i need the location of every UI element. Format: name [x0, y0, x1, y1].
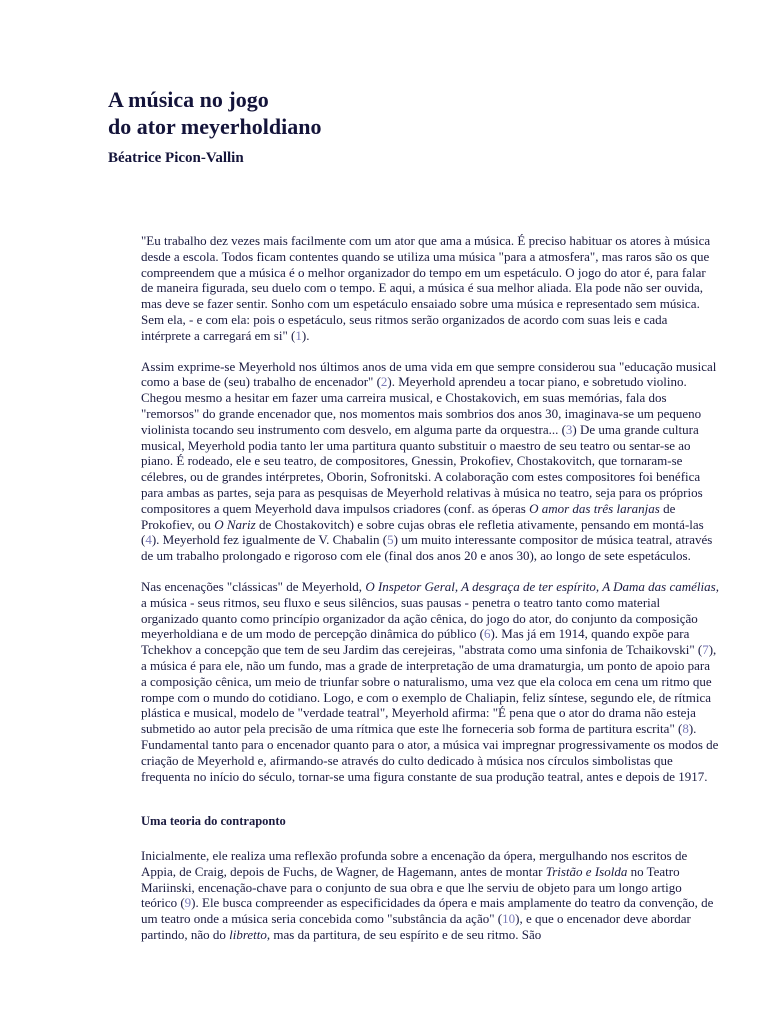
quote-paragraph: "Eu trabalho dez vezes mais facilmente com um ator que ama a música. É preciso habituar os atores à música desde a escola. Todos ficam contentes quando se utiliza uma música "para a atmosfera", mas raros são os que compreendem que a música é o melhor organizador do tempo em um espetáculo. O jogo do ator é, para falar de maneira figurada, seu duelo com o tempo. E aqui, a música é sua melhor aliada. Ela pode não ser ouvida, mas deve se fazer sentir. Sonho com um espetáculo ensaiado sobre uma música e representado sem música. Sem ela, - e com ela: pois o espetáculo, seus ritmos serão organizados de acordo com suas leis e cada intérprete a carregará em si" (1).: [141, 233, 711, 343]
paragraph-3: Nas encenações "clássicas" de Meyerhold, O Inspetor Geral, A desgraça de ter espírito, A Dama das camélias, a música - seus ritmos, seu fluxo e seus silêncios, suas pausas - penetra o teatro tanto como material organizado quanto como princípio organizador da ação cênica, do jogo do ator, do conjunto da composição meyerholdiana e de um modo de percepção dinâmica do público (6). Mas já em 1914, quando expõe para Tchekhov a concepção que tem de seu Jardim das cerejeiras, "abstrata como uma sinfonia de Tchaikovski" (7), a música é para ele, não um fundo, mas a grade de interpretação de uma dramaturgia, um ponto de apoio para a composição cênica, um meio de triunfar sobre o naturalismo, uma vez que ela coloca em cena um ritmo que rompe com o mundo do cotidiano. Logo, e com o exemplo de Chaliapin, feliz síntese, segundo ele, de rítmica plástica e musical, modelo de "verdade teatral", Meyerhold afirma: "É pena que o ator do drama não esteja submetido ao autor pela precisão de uma rítmica que este lhe forneceria sob forma de partitura escrita" (8). Fundamental tanto para o encenador quanto para o ator, a música vai impregnar progressivamente os modos de criação de Meyerhold e, afirmando-se através do culto dedicado à música nos círculos simbolistas que frequenta no início do século, tornar-se uma figura constante de sua produção teatral, antes e depois de 1917.: [141, 578, 719, 784]
article-body: [141, 233, 719, 958]
footnote-link-4[interactable]: 4: [145, 532, 152, 548]
title-line-1: A música no jogo: [108, 87, 269, 112]
footnote-link-6[interactable]: 6: [483, 626, 491, 642]
footnote-link-5[interactable]: 5: [387, 532, 394, 548]
paragraph-4: Inicialmente, ele realiza uma reflexão profunda sobre a encenação da ópera, mergulhando nos escritos de Appia, de Craig, depois de Fuchs, de Wagner, de Hagemann, antes de montar Tristão e Isolda no Teatro Mariinski, encenação-chave para o conjunto de sua obra e que lhe serviu de objeto para um longo artigo teórico (9). Ele busca compreender as especificidades da ópera e mais amplamente do teatro da convenção, de um teatro onde a música seria concebida como "substância da ação" (10), e que o encenador deve abordar partindo, não do libretto, mas da partitura, de seu espírito e de seu ritmo. São: [141, 848, 714, 943]
footnote-link-9[interactable]: 9: [184, 895, 192, 911]
footnote-link-7[interactable]: 7: [702, 642, 709, 658]
footnote-link-8[interactable]: 8: [682, 721, 689, 737]
paragraph-2: Assim exprime-se Meyerhold nos últimos anos de uma vida em que sempre considerou sua "educação musical como a base de (seu) trabalho de encenador" (2). Meyerhold aprendeu a tocar piano, e sobretudo violino. Chegou mesmo a hesitar em fazer uma carreira musical, e Chostakovich, em suas memórias, fala dos "remorsos" do grande encenador que, nos momentos mais sombrios dos anos 30, imaginava-se um pequeno violinista tocando seu instrumento com desvelo, em alguma parte da orquestra... (3) De uma grande cultura musical, Meyerhold podia tanto ler uma partitura quanto substituir o maestro de seu teatro ou sentar-se ao piano. É rodeado, ele e seu teatro, de compositores, Gnessin, Prokofiev, Chostakovitch, que tornaram-se célebres, ou de grandes intérpretes, Oborin, Sofronitski. A colaboração com estes compositores foi benéfica para ambas as partes, seja para as pesquisas de Meyerhold relativas à música no teatro, seja para os próprios compositores a quem Meyerhold dava impulsos criadores (conf. as óperas O amor das três laranjas de Prokofiev, ou O Nariz de Chostakovitch) e sobre cujas obras ele refletia ativamente, pensando em montá-las (4). Meyerhold fez igualmente de V. Chabalin (5) um muito interessante compositor de música teatral, através de um trabalho prolongado e rigoroso com ele (final dos anos 20 e anos 30), ao longo de sete espetáculos.: [141, 358, 717, 564]
author-name: Béatrice Picon-Vallin: [108, 150, 244, 166]
section-heading: Uma teoria do contraponto: [141, 814, 286, 829]
footnote-link-10[interactable]: 10: [502, 911, 516, 927]
footnote-link-3[interactable]: 3: [565, 421, 573, 437]
article-title: [108, 86, 321, 140]
footnote-link-2[interactable]: 2: [380, 374, 388, 390]
footnote-link-1[interactable]: 1: [295, 327, 302, 343]
title-line-2: do ator meyerholdiano: [108, 114, 322, 139]
